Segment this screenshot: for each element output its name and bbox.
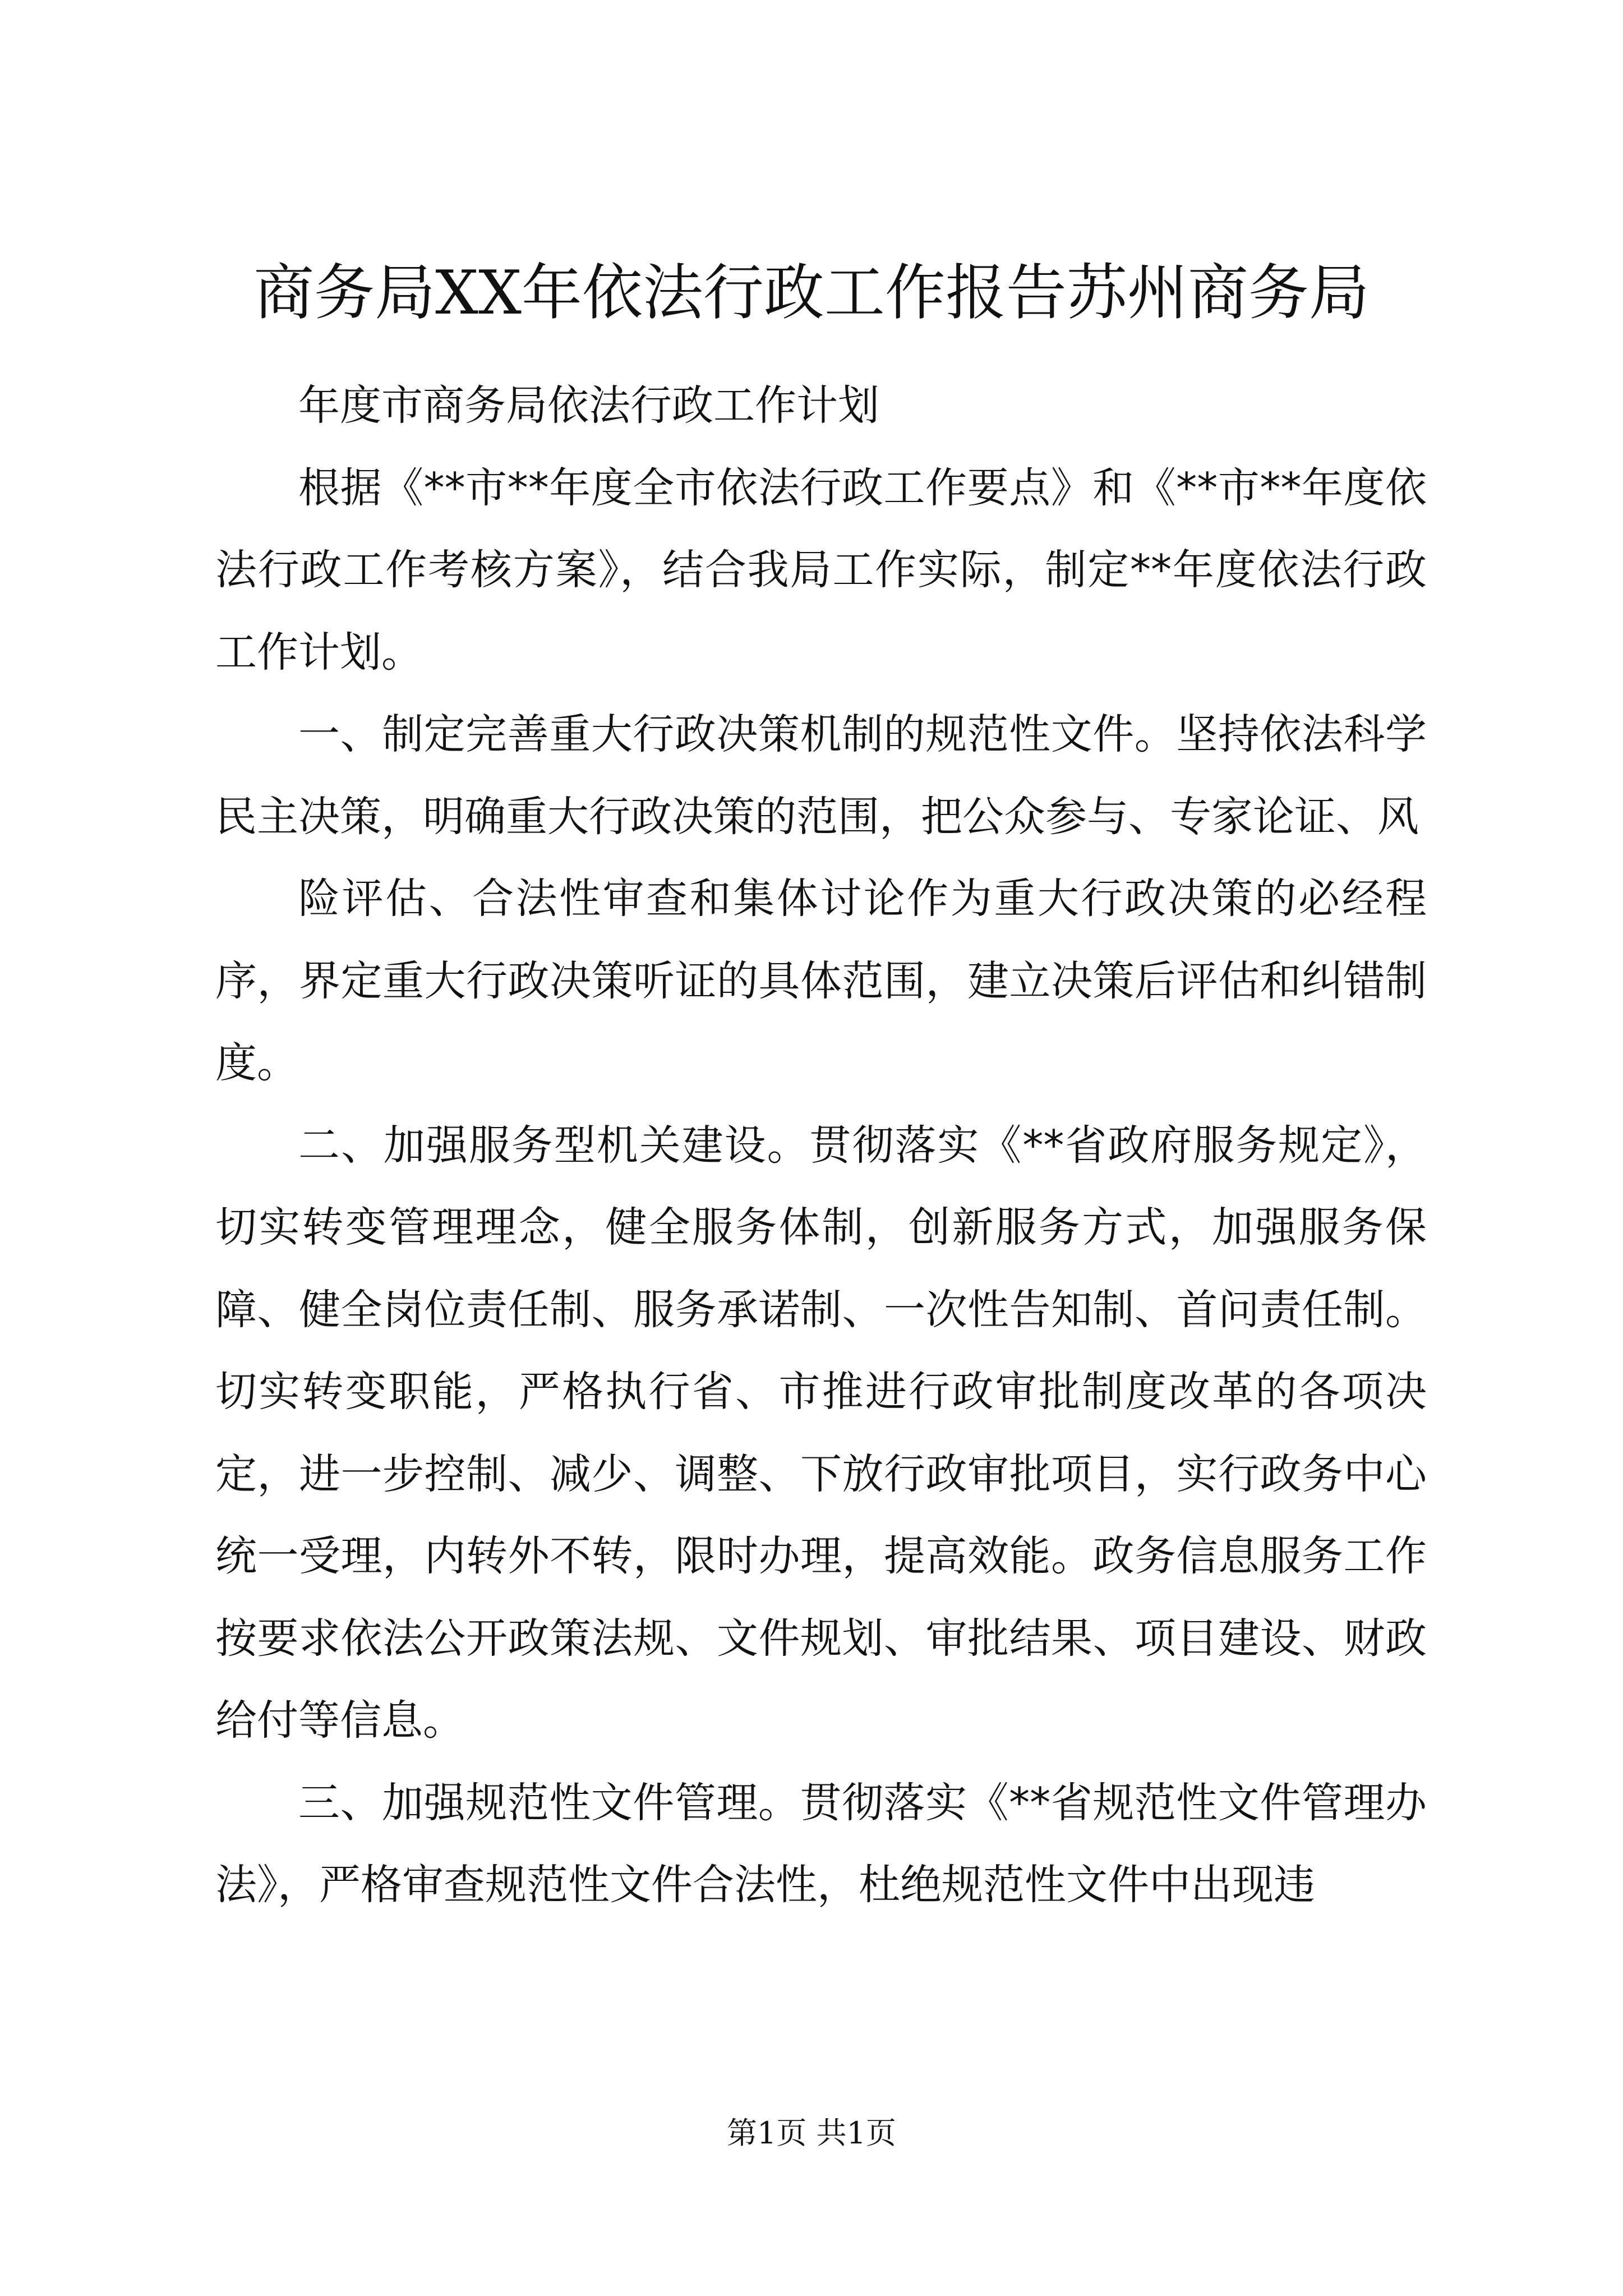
paragraph-section-three: 三、加强规范性文件管理。贯彻落实《**省规范性文件管理办法》，严格审查规范性文件合法性，杜绝规范性文件中出现违 xyxy=(215,1778,1427,1909)
document-body xyxy=(215,365,1427,1926)
paragraph-section-two: 二、加强服务型机关建设。贯彻落实《**省政府服务规定》，切实转变管理理念，健全服务体制，创新服务方式，加强服务保障、健全岗位责任制、服务承诺制、一次性告知制、首问责任制。切实转变职能，严格执行省、市推进行政审批制度改革的各项决定，进一步控制、减少、调整、下放行政审批项目，实行政务中心统一受理，内转外不转，限时办理，提高效能。政务信息服务工作按要求依法公开政策法规、文件规划、审批结果、项目建设、财政给付等信息。 xyxy=(215,1121,1427,1745)
document-title: 商务局XX年依法行政工作报告苏州商务局 xyxy=(253,258,1370,328)
paragraph-section-one-continued: 险评估、合法性审查和集体讨论作为重大行政决策的必经程序，界定重大行政决策听证的具体范围，建立决策后评估和纠错制度。 xyxy=(215,875,1427,1087)
paragraph-section-one: 一、制定完善重大行政决策机制的规范性文件。坚持依法科学民主决策，明确重大行政决策的范围，把公众参与、专家论证、风 xyxy=(215,710,1427,841)
page-footer: 第1页 共1页 xyxy=(727,2115,896,2151)
paragraph-intro: 根据《**市**年度全市依法行政工作要点》和《**市**年度依法行政工作考核方案》，结合我局工作实际，制定**年度依法行政工作计划。 xyxy=(215,463,1427,677)
paragraph-subtitle: 年度市商务局依法行政工作计划 xyxy=(298,381,879,430)
